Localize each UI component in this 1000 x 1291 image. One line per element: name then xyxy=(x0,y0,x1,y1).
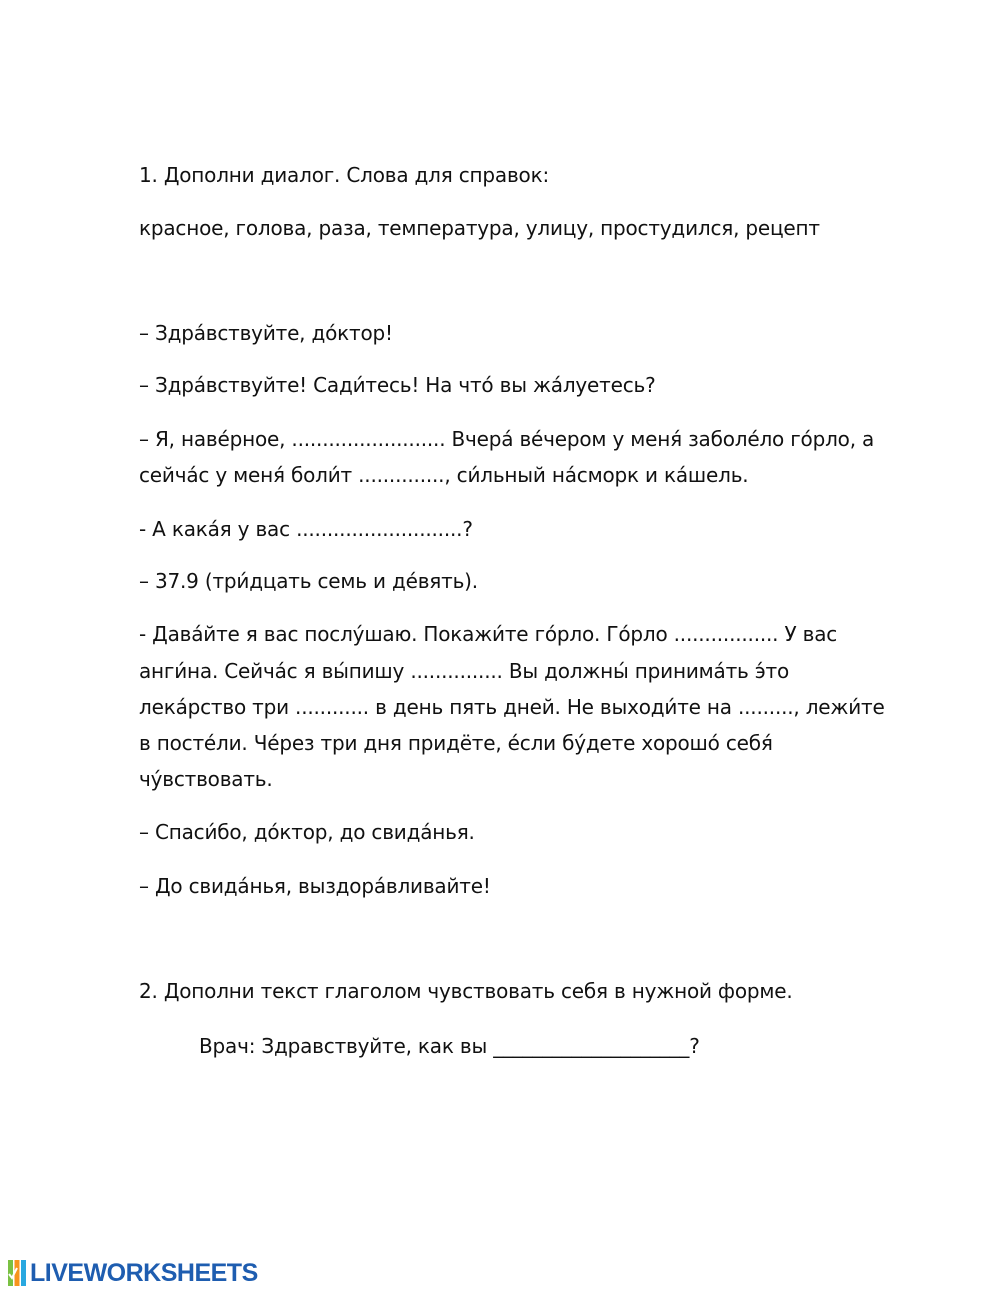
dialogue-line: – 37.9 (три́дцать семь и де́вять). xyxy=(139,569,478,593)
task2-sentence: Врач: Здравствуйте, как вы ____________________? xyxy=(199,1034,700,1058)
liveworksheets-logo-icon xyxy=(8,1260,26,1286)
dialogue-line: в посте́ли. Че́рез три дня придёте, е́сли бу́дете хорошо́ себя́ xyxy=(139,731,773,755)
dialogue-line: анги́на. Сейча́с я вы́пишу ............... Вы должны́ принима́ть э́то xyxy=(139,659,790,683)
dialogue-line: - А кака́я у вас ...........................? xyxy=(139,517,473,541)
liveworksheets-logo xyxy=(8,1258,258,1288)
dialogue-line: – Спаси́бо, до́ктор, до свида́нья. xyxy=(139,820,475,844)
dialogue-line: – Здра́вствуйте, до́ктор! xyxy=(139,321,393,345)
dialogue-line: – До свида́нья, выздора́вливайте! xyxy=(139,874,491,898)
dialogue-line: – Я, наве́рное, ......................... Вчера́ ве́чером у меня́ заболе́ло го́рло, а xyxy=(139,427,875,451)
dialogue-line: чу́вствовать. xyxy=(139,767,273,791)
liveworksheets-logo-text: LIVEWORKSHEETS xyxy=(30,1258,258,1287)
dialogue-line: сейча́с у меня́ боли́т .............., си́льный на́сморк и ка́шель. xyxy=(139,463,749,487)
task1-heading: 1. Дополни диалог. Слова для справок: xyxy=(139,163,550,187)
dialogue-line: - Дава́йте я вас послу́шаю. Покажи́те го́рло. Го́рло ................. У вас xyxy=(139,622,838,646)
word-bank: красное, голова, раза, температура, улицу, простудился, рецепт xyxy=(139,216,820,240)
dialogue-line: – Здра́вствуйте! Сади́тесь! На что́ вы жа́луетесь? xyxy=(139,373,656,397)
dialogue-line: лека́рство три ............ в день пять дней. Не выходи́те на ........., лежи́те xyxy=(139,695,885,719)
task2-heading: 2. Дополни текст глаголом чувствовать себя в нужной форме. xyxy=(139,979,793,1003)
